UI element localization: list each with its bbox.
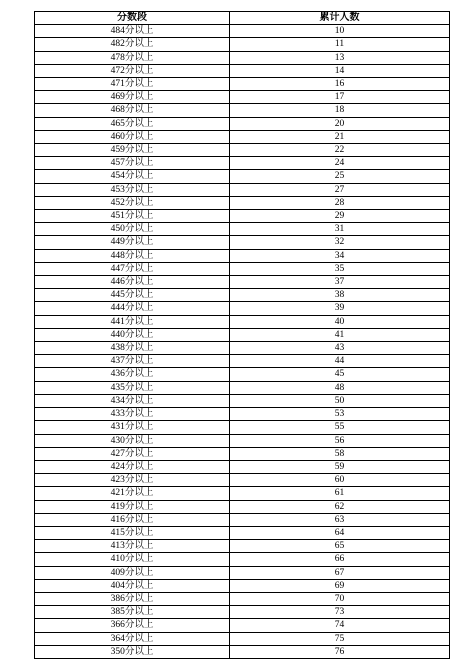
cumulative-count-cell: 38 <box>230 289 450 302</box>
score-range-cell: 415分以上 <box>35 526 230 539</box>
table-row <box>35 460 450 473</box>
score-range-cell: 433分以上 <box>35 408 230 421</box>
cumulative-count-cell: 43 <box>230 342 450 355</box>
score-range-cell: 472分以上 <box>35 64 230 77</box>
table-row <box>35 342 450 355</box>
table-row <box>35 249 450 262</box>
cumulative-count-cell: 37 <box>230 276 450 289</box>
cumulative-count-cell: 63 <box>230 513 450 526</box>
score-range-cell: 385分以上 <box>35 606 230 619</box>
table-body <box>35 25 450 659</box>
table-row <box>35 210 450 223</box>
cumulative-count-cell: 25 <box>230 170 450 183</box>
cumulative-count-cell: 18 <box>230 104 450 117</box>
cumulative-count-cell: 50 <box>230 394 450 407</box>
table-row <box>35 606 450 619</box>
cumulative-count-cell: 32 <box>230 236 450 249</box>
cumulative-count-cell: 55 <box>230 421 450 434</box>
cumulative-count-cell: 34 <box>230 249 450 262</box>
table-row <box>35 421 450 434</box>
table-row <box>35 25 450 38</box>
score-range-cell: 465分以上 <box>35 117 230 130</box>
score-range-cell: 437分以上 <box>35 355 230 368</box>
table-row <box>35 276 450 289</box>
table-row <box>35 262 450 275</box>
table-row <box>35 78 450 91</box>
table-row <box>35 302 450 315</box>
score-range-cell: 441分以上 <box>35 315 230 328</box>
score-range-cell: 484分以上 <box>35 25 230 38</box>
cumulative-count-cell: 60 <box>230 474 450 487</box>
cumulative-count-cell: 67 <box>230 566 450 579</box>
score-range-cell: 427分以上 <box>35 447 230 460</box>
score-range-cell: 410分以上 <box>35 553 230 566</box>
cumulative-count-cell: 44 <box>230 355 450 368</box>
table-row <box>35 645 450 658</box>
cumulative-count-cell: 70 <box>230 592 450 605</box>
cumulative-count-cell: 74 <box>230 619 450 632</box>
score-range-cell: 459分以上 <box>35 144 230 157</box>
score-range-cell: 364分以上 <box>35 632 230 645</box>
table-row <box>35 51 450 64</box>
cumulative-count-cell: 76 <box>230 645 450 658</box>
cumulative-count-cell: 14 <box>230 64 450 77</box>
table-row <box>35 500 450 513</box>
score-table-sheet <box>34 11 450 659</box>
table-row <box>35 526 450 539</box>
table-row <box>35 64 450 77</box>
cumulative-count-cell: 24 <box>230 157 450 170</box>
table-row <box>35 196 450 209</box>
cumulative-count-cell: 73 <box>230 606 450 619</box>
score-range-cell: 366分以上 <box>35 619 230 632</box>
score-range-cell: 424分以上 <box>35 460 230 473</box>
score-range-cell: 469分以上 <box>35 91 230 104</box>
cumulative-count-cell: 39 <box>230 302 450 315</box>
cumulative-count-cell: 29 <box>230 210 450 223</box>
cumulative-count-cell: 66 <box>230 553 450 566</box>
cumulative-count-cell: 22 <box>230 144 450 157</box>
score-range-cell: 478分以上 <box>35 51 230 64</box>
score-range-cell: 451分以上 <box>35 210 230 223</box>
table-row <box>35 355 450 368</box>
cumulative-count-cell: 45 <box>230 368 450 381</box>
table-row <box>35 315 450 328</box>
score-range-cell: 447分以上 <box>35 262 230 275</box>
cumulative-count-cell: 58 <box>230 447 450 460</box>
cumulative-count-cell: 40 <box>230 315 450 328</box>
table-row <box>35 487 450 500</box>
score-range-cell: 438分以上 <box>35 342 230 355</box>
cumulative-count-cell: 10 <box>230 25 450 38</box>
score-range-cell: 419分以上 <box>35 500 230 513</box>
table-row <box>35 619 450 632</box>
table-row <box>35 474 450 487</box>
cumulative-count-cell: 17 <box>230 91 450 104</box>
cumulative-count-cell: 75 <box>230 632 450 645</box>
score-range-cell: 431分以上 <box>35 421 230 434</box>
cumulative-count-cell: 31 <box>230 223 450 236</box>
table-row <box>35 579 450 592</box>
table-row <box>35 328 450 341</box>
score-range-cell: 446分以上 <box>35 276 230 289</box>
table-row <box>35 157 450 170</box>
cumulative-count-cell: 21 <box>230 130 450 143</box>
score-range-cell: 386分以上 <box>35 592 230 605</box>
score-range-cell: 435分以上 <box>35 381 230 394</box>
score-range-cell: 445分以上 <box>35 289 230 302</box>
score-distribution-table <box>34 11 450 659</box>
table-row <box>35 144 450 157</box>
table-row <box>35 540 450 553</box>
score-range-cell: 460分以上 <box>35 130 230 143</box>
cumulative-count-cell: 20 <box>230 117 450 130</box>
score-range-cell: 413分以上 <box>35 540 230 553</box>
table-row <box>35 632 450 645</box>
cumulative-count-cell: 59 <box>230 460 450 473</box>
score-range-cell: 482分以上 <box>35 38 230 51</box>
score-range-cell: 436分以上 <box>35 368 230 381</box>
cumulative-count-cell: 61 <box>230 487 450 500</box>
score-range-cell: 423分以上 <box>35 474 230 487</box>
table-row <box>35 368 450 381</box>
cumulative-count-cell: 27 <box>230 183 450 196</box>
cumulative-count-cell: 69 <box>230 579 450 592</box>
score-range-cell: 404分以上 <box>35 579 230 592</box>
cumulative-count-cell: 56 <box>230 434 450 447</box>
cumulative-count-cell: 13 <box>230 51 450 64</box>
table-row <box>35 592 450 605</box>
score-range-cell: 452分以上 <box>35 196 230 209</box>
header-cumulative-count: 累计人数 <box>230 12 450 25</box>
score-range-cell: 416分以上 <box>35 513 230 526</box>
score-range-cell: 444分以上 <box>35 302 230 315</box>
table-row <box>35 170 450 183</box>
table-row <box>35 130 450 143</box>
score-range-cell: 350分以上 <box>35 645 230 658</box>
cumulative-count-cell: 41 <box>230 328 450 341</box>
score-range-cell: 471分以上 <box>35 78 230 91</box>
table-row <box>35 434 450 447</box>
cumulative-count-cell: 28 <box>230 196 450 209</box>
score-range-cell: 454分以上 <box>35 170 230 183</box>
table-row <box>35 394 450 407</box>
score-range-cell: 430分以上 <box>35 434 230 447</box>
table-row <box>35 408 450 421</box>
cumulative-count-cell: 35 <box>230 262 450 275</box>
table-row <box>35 183 450 196</box>
header-row <box>35 12 450 25</box>
table-row <box>35 566 450 579</box>
score-range-cell: 434分以上 <box>35 394 230 407</box>
table-row <box>35 104 450 117</box>
table-row <box>35 223 450 236</box>
cumulative-count-cell: 65 <box>230 540 450 553</box>
score-range-cell: 448分以上 <box>35 249 230 262</box>
table-row <box>35 236 450 249</box>
cumulative-count-cell: 48 <box>230 381 450 394</box>
score-range-cell: 440分以上 <box>35 328 230 341</box>
table-row <box>35 91 450 104</box>
table-row <box>35 117 450 130</box>
table-row <box>35 513 450 526</box>
cumulative-count-cell: 53 <box>230 408 450 421</box>
score-range-cell: 449分以上 <box>35 236 230 249</box>
score-range-cell: 453分以上 <box>35 183 230 196</box>
header-score-range: 分数段 <box>35 12 230 25</box>
table-row <box>35 447 450 460</box>
table-row <box>35 553 450 566</box>
cumulative-count-cell: 62 <box>230 500 450 513</box>
cumulative-count-cell: 16 <box>230 78 450 91</box>
table-row <box>35 38 450 51</box>
table-row <box>35 289 450 302</box>
score-range-cell: 409分以上 <box>35 566 230 579</box>
score-range-cell: 450分以上 <box>35 223 230 236</box>
score-range-cell: 421分以上 <box>35 487 230 500</box>
table-row <box>35 381 450 394</box>
cumulative-count-cell: 11 <box>230 38 450 51</box>
score-range-cell: 457分以上 <box>35 157 230 170</box>
cumulative-count-cell: 64 <box>230 526 450 539</box>
score-range-cell: 468分以上 <box>35 104 230 117</box>
